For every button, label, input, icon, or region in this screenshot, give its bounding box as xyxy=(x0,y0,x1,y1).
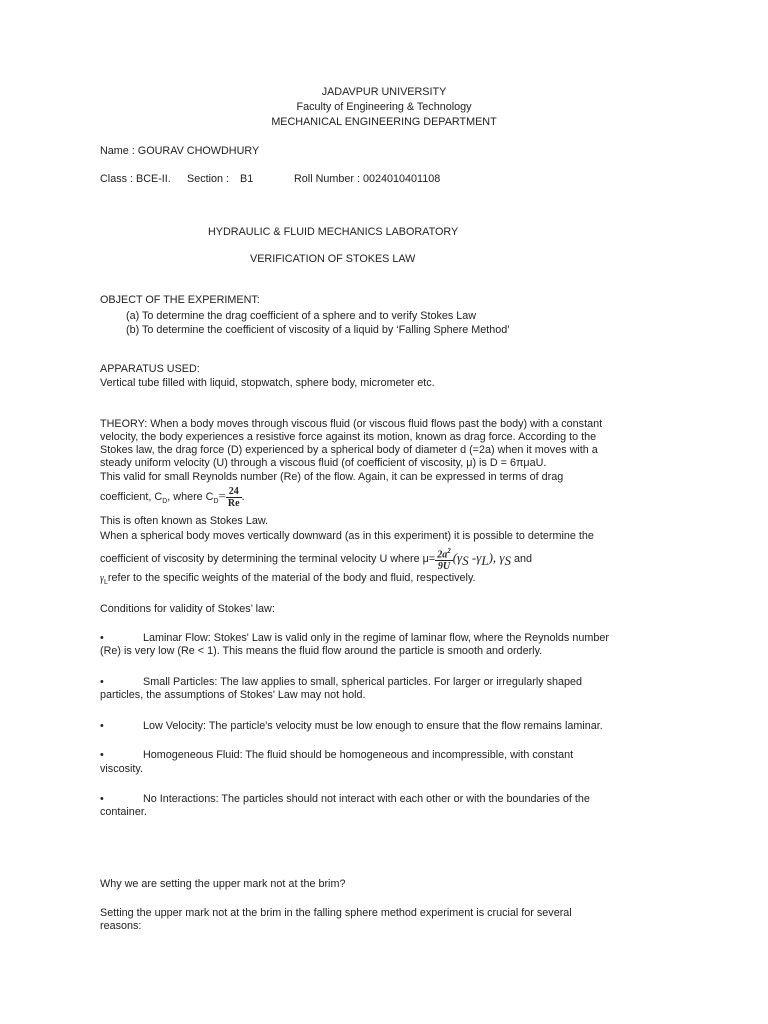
condition-2-line-2: particles, the assumptions of Stokes' Law may not hold. xyxy=(100,689,366,701)
student-name: Name : GOURAV CHOWDHURY xyxy=(100,145,260,157)
conditions-heading: Conditions for validity of Stokes’ law: xyxy=(100,603,275,615)
drag-coefficient-formula: coefficient, $C_D$, where $C_D=$ $\frac{24}{Re}$ . xyxy=(100,485,245,509)
theory-line-2: velocity, the body experiences a resistive force against its motion, known as drag force. According to the xyxy=(100,431,597,443)
condition-1-line-2: (Re) is very low (Re < 1). This means the fluid flow around the particle is smooth and orderly. xyxy=(100,645,543,657)
object-item-b: (b) To determine the coefficient of viscosity of a liquid by ‘Falling Sphere Method’ xyxy=(126,324,510,336)
condition-4-line-1: Homogeneous Fluid: The fluid should be homogeneous and incompressible, with constant xyxy=(143,749,574,761)
bullet-4: • xyxy=(100,749,104,761)
bullet-5: • xyxy=(100,793,104,805)
bullet-1: • xyxy=(100,632,104,644)
apparatus-text: Vertical tube filled with liquid, stopwatch, sphere body, micrometer etc. xyxy=(100,377,435,389)
theory-line-3: Stokes law, the drag force (D) experienced by a spherical body of diameter d (=2a) when it moves with a xyxy=(100,444,598,456)
stokes-known-line: This is often known as Stokes Law. xyxy=(100,515,269,527)
condition-4-line-2: viscosity. xyxy=(100,763,143,775)
student-class: Class : BCE-II. xyxy=(100,173,171,185)
theory-line-1: THEORY: When a body moves through viscous fluid (or viscous fluid flows past the body) with a constant xyxy=(100,418,603,430)
condition-5-line-1: No Interactions: The particles should not interact with each other or with the boundaries of the xyxy=(143,793,590,805)
condition-2-line-1: Small Particles: The law applies to small, spherical particles. For larger or irregularly shaped xyxy=(143,676,583,688)
lab-title: HYDRAULIC & FLUID MECHANICS LABORATORY xyxy=(208,226,459,238)
answer-line-2: reasons: xyxy=(100,920,142,932)
experiment-title: VERIFICATION OF STOKES LAW xyxy=(250,253,416,265)
condition-1-line-1: Laminar Flow: Stokes' Law is valid only in the regime of laminar flow, where the Reynolds number xyxy=(143,632,609,644)
section-label: Section : xyxy=(187,173,230,185)
bullet-2: • xyxy=(100,676,104,688)
object-heading: OBJECT OF THE EXPERIMENT: xyxy=(100,294,260,306)
faculty-name: Faculty of Engineering & Technology xyxy=(296,101,472,113)
answer-line-1: Setting the upper mark not at the brim in the falling sphere method experiment is crucial for several xyxy=(100,907,572,919)
department-name: MECHANICAL ENGINEERING DEPARTMENT xyxy=(271,116,497,128)
theory-line-4: steady uniform velocity (U) through a viscous fluid (of coefficient of viscosity, μ) is D = 6πμaU. xyxy=(100,457,547,469)
roll-number: Roll Number : 0024010401108 xyxy=(294,173,441,185)
question-heading: Why we are setting the upper mark not at the brim? xyxy=(100,878,346,890)
condition-5-line-2: container. xyxy=(100,806,147,818)
cd-fraction: $\frac{24}{Re}$ xyxy=(227,485,240,509)
apparatus-heading: APPARATUS USED: xyxy=(100,363,200,375)
spherical-body-line: When a spherical body moves vertically downward (as in this experiment) it is possible to determine the xyxy=(100,530,594,542)
university-name: JADAVPUR UNIVERSITY xyxy=(321,86,447,98)
section-value: B1 xyxy=(240,173,254,185)
object-item-a: (a) To determine the drag coefficient of a sphere and to verify Stokes Law xyxy=(126,310,477,322)
condition-3-line-1: Low Velocity: The particle's velocity must be low enough to ensure that the flow remains laminar. xyxy=(143,720,603,732)
bullet-3: • xyxy=(100,720,104,732)
specific-weights-line: $\gamma_Lrefer$ to the specific weights of the material of the body and fluid, respectively. xyxy=(100,572,476,587)
viscosity-formula: coefficient of viscosity by determining the terminal velocity U where μ= $\frac{2a^2}{9U}$ ($\gamma_S$ $-\gamma_L$), $\gamma_S$ and xyxy=(100,546,533,573)
mu-fraction: $\frac{2a^2}{9U}$ xyxy=(437,546,451,573)
theory-line-5: This valid for small Reynolds number (Re) of the flow. Again, it can be expressed in terms of drag xyxy=(100,471,564,483)
